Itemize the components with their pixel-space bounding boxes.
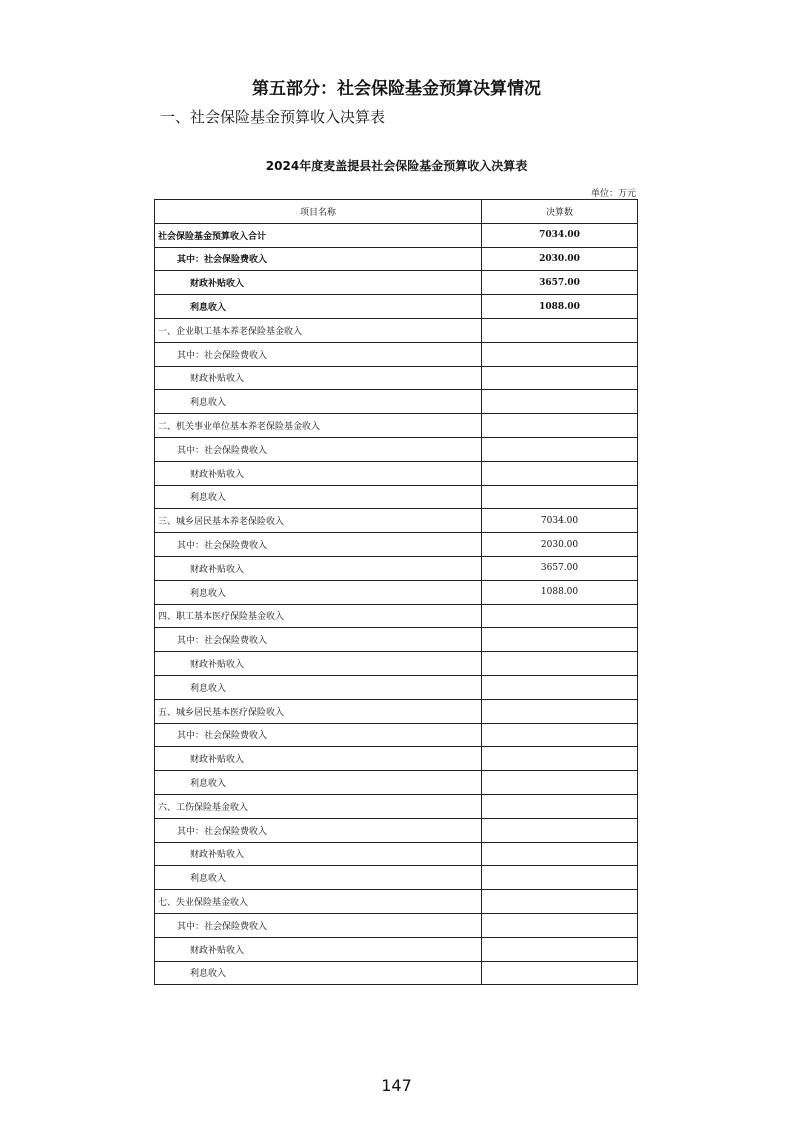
table-row [155, 771, 638, 795]
row-final-amount [482, 652, 638, 676]
row-final-amount [482, 890, 638, 914]
row-item-name: 其中：社会保险费收入 [155, 628, 482, 652]
table-row [155, 509, 638, 533]
budget-table [154, 199, 638, 985]
row-final-amount: 2030.00 [482, 247, 638, 271]
row-final-amount [482, 794, 638, 818]
row-item-name: 一、企业职工基本养老保险基金收入 [155, 318, 482, 342]
table-row [155, 699, 638, 723]
row-final-amount: 7034.00 [482, 509, 638, 533]
table-row [155, 271, 638, 295]
row-final-amount: 2030.00 [482, 533, 638, 557]
row-item-name: 利息收入 [155, 295, 482, 319]
row-item-name: 财政补贴收入 [155, 556, 482, 580]
table-row [155, 652, 638, 676]
row-item-name: 其中：社会保险费收入 [155, 342, 482, 366]
table-row [155, 604, 638, 628]
section-title: 一、社会保险基金预算收入决算表 [160, 108, 386, 126]
header-final-amount: 决算数 [482, 200, 638, 224]
row-item-name: 其中：社会保险费收入 [155, 818, 482, 842]
table-body [155, 200, 638, 985]
row-item-name: 二、机关事业单位基本养老保险基金收入 [155, 414, 482, 438]
row-final-amount [482, 723, 638, 747]
table-row [155, 556, 638, 580]
row-item-name: 其中：社会保险费收入 [155, 913, 482, 937]
row-item-name: 四、职工基本医疗保险基金收入 [155, 604, 482, 628]
row-item-name: 利息收入 [155, 866, 482, 890]
row-final-amount [482, 390, 638, 414]
table-row [155, 461, 638, 485]
table-row [155, 437, 638, 461]
row-item-name: 财政补贴收入 [155, 366, 482, 390]
row-item-name: 六、工伤保险基金收入 [155, 794, 482, 818]
row-item-name: 利息收入 [155, 580, 482, 604]
table-row [155, 414, 638, 438]
table-title: 2024年度麦盖提县社会保险基金预算收入决算表 [265, 159, 528, 173]
row-final-amount [482, 675, 638, 699]
row-item-name: 其中：社会保险费收入 [155, 533, 482, 557]
table-row [155, 794, 638, 818]
row-item-name: 利息收入 [155, 771, 482, 795]
table-row [155, 318, 638, 342]
row-final-amount [482, 818, 638, 842]
row-final-amount: 7034.00 [482, 223, 638, 247]
table-row [155, 342, 638, 366]
row-item-name: 利息收入 [155, 961, 482, 985]
row-item-name: 三、城乡居民基本养老保险收入 [155, 509, 482, 533]
header-item-name: 项目名称 [155, 200, 482, 224]
row-final-amount [482, 485, 638, 509]
table-row [155, 485, 638, 509]
table-row [155, 390, 638, 414]
row-final-amount [482, 318, 638, 342]
row-item-name: 利息收入 [155, 390, 482, 414]
table-row [155, 842, 638, 866]
row-item-name: 财政补贴收入 [155, 461, 482, 485]
row-final-amount [482, 961, 638, 985]
row-final-amount [482, 366, 638, 390]
row-item-name: 其中：社会保险费收入 [155, 247, 482, 271]
table-row [155, 675, 638, 699]
table-header-row [155, 200, 638, 224]
table-row [155, 913, 638, 937]
row-item-name: 七、失业保险基金收入 [155, 890, 482, 914]
table-row [155, 533, 638, 557]
page-title: 第五部分：社会保险基金预算决算情况 [252, 79, 541, 99]
row-item-name: 其中：社会保险费收入 [155, 723, 482, 747]
row-item-name: 其中：社会保险费收入 [155, 437, 482, 461]
table-row [155, 747, 638, 771]
row-item-name: 财政补贴收入 [155, 937, 482, 961]
row-final-amount: 3657.00 [482, 271, 638, 295]
row-final-amount [482, 437, 638, 461]
row-final-amount: 1088.00 [482, 295, 638, 319]
row-item-name: 利息收入 [155, 675, 482, 699]
table-row [155, 937, 638, 961]
table-row [155, 866, 638, 890]
row-final-amount [482, 842, 638, 866]
table-row [155, 223, 638, 247]
row-final-amount [482, 604, 638, 628]
table-row [155, 366, 638, 390]
row-final-amount [482, 342, 638, 366]
page-number: 147 [381, 1076, 412, 1095]
row-final-amount: 1088.00 [482, 580, 638, 604]
row-item-name: 五、城乡居民基本医疗保险收入 [155, 699, 482, 723]
table-row [155, 961, 638, 985]
table-row [155, 628, 638, 652]
unit-label: 单位：万元 [590, 189, 636, 199]
row-final-amount [482, 771, 638, 795]
row-final-amount [482, 461, 638, 485]
row-final-amount [482, 913, 638, 937]
row-item-name: 社会保险基金预算收入合计 [155, 223, 482, 247]
table-row [155, 580, 638, 604]
table-row [155, 890, 638, 914]
table-row [155, 247, 638, 271]
table-row [155, 295, 638, 319]
row-item-name: 财政补贴收入 [155, 652, 482, 676]
row-final-amount [482, 937, 638, 961]
table-row [155, 723, 638, 747]
row-final-amount [482, 866, 638, 890]
row-final-amount [482, 747, 638, 771]
row-item-name: 财政补贴收入 [155, 271, 482, 295]
row-item-name: 财政补贴收入 [155, 842, 482, 866]
row-final-amount [482, 414, 638, 438]
row-final-amount [482, 628, 638, 652]
row-item-name: 利息收入 [155, 485, 482, 509]
row-final-amount [482, 699, 638, 723]
row-item-name: 财政补贴收入 [155, 747, 482, 771]
row-final-amount: 3657.00 [482, 556, 638, 580]
table-row [155, 818, 638, 842]
